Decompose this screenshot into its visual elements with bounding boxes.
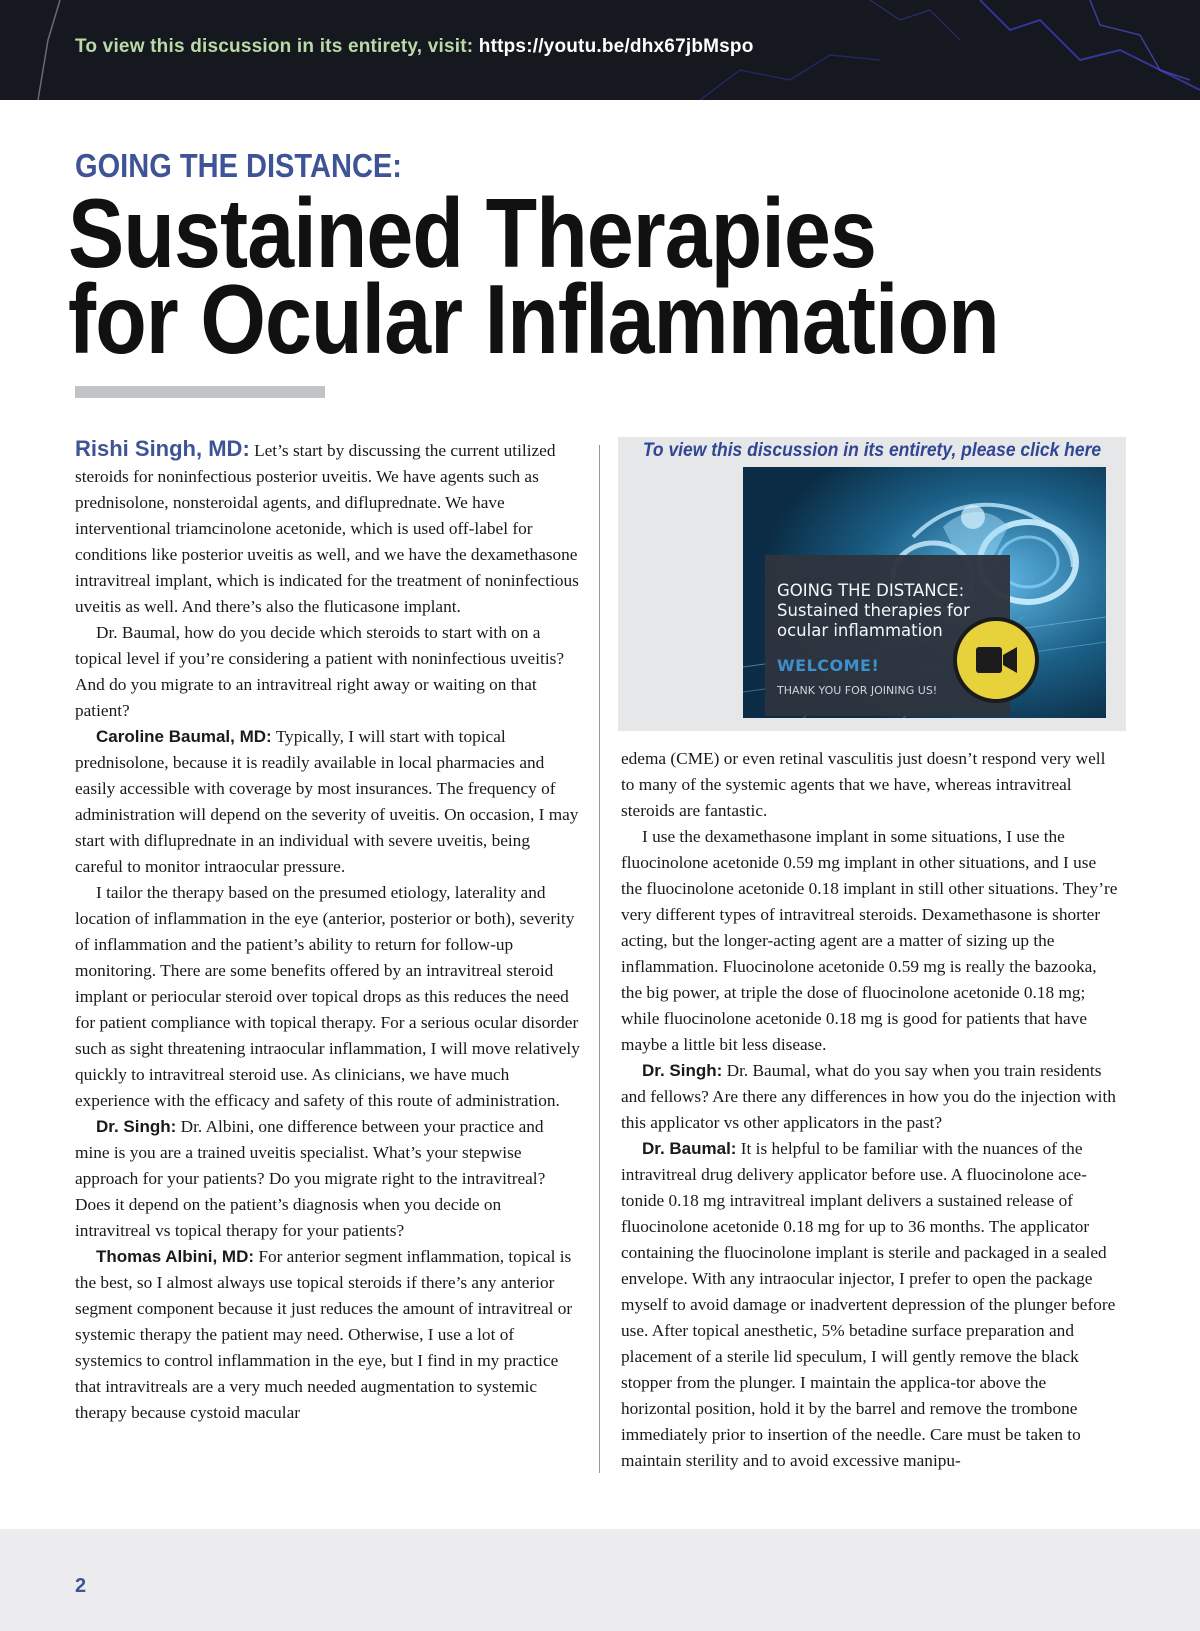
top-banner (0, 0, 1200, 100)
banner-label: To view this discussion in its entirety, visit: (75, 36, 474, 57)
video-link-text[interactable]: To view this discussion in its entirety, please click here (642, 440, 1102, 461)
video-thumbnail[interactable] (743, 467, 1106, 718)
banner-url[interactable]: https://youtu.be/dhx67jbMspo (478, 36, 754, 57)
paragraph-text: edema (CME) or even retinal vasculitis just doesn’t respond very well to many of the systemic agents that we have, whereas intravitreal steroids are fantastic. (621, 749, 1106, 820)
paragraph-text: Dr. Baumal, what do you say when you train residents and fellows? Are there any differences in how you do the injection with this applicator vs other applicators in the past? (621, 1061, 1116, 1132)
speaker-name: Dr. Singh: (642, 1061, 723, 1080)
paragraph (621, 824, 1119, 1058)
paragraph (621, 746, 1119, 824)
title-kicker: GOING THE DISTANCE: (75, 147, 402, 184)
paragraph (75, 880, 580, 1114)
paragraph (75, 620, 580, 724)
paragraph-text: Dr. Baumal, how do you decide which steroids to start with on a topical level if you’re considering a patient with noninfectious uveitis? And do you migrate to an intravitreal right away or waiting on that patient? (75, 623, 565, 720)
article-column-left (75, 436, 580, 1426)
page-number: 2 (75, 1575, 87, 1597)
speaker-name: Caroline Baumal, MD: (96, 727, 272, 746)
title-line-2: for Ocular Inflammation (68, 264, 999, 374)
paragraph (75, 724, 580, 880)
card-title-line-1: GOING THE DISTANCE: (777, 581, 965, 600)
speaker-name: Dr. Baumal: (642, 1139, 737, 1158)
title-line-1: Sustained Therapies (68, 178, 876, 288)
column-divider (599, 445, 600, 1473)
video-promo-box[interactable] (618, 437, 1126, 731)
page-footer (0, 1529, 1200, 1631)
paragraph (75, 436, 580, 620)
card-title-line-2: Sustained therapies for (777, 601, 970, 620)
speaker-name: Rishi Singh, MD: (75, 436, 250, 461)
paragraph-text: Dr. Albini, one difference between your practice and mine is you are a trained uveitis specialist. What’s your stepwise approach for your patients? Do you migrate right to the intravitreal? Does it depend on the patient’s diagnosis when you decide on intravitreal vs topical therapy for your patients? (75, 1117, 546, 1240)
speaker-name: Thomas Albini, MD: (96, 1247, 255, 1266)
paragraph (621, 1058, 1119, 1136)
paragraph (75, 1114, 580, 1244)
video-camera-icon (976, 645, 1018, 675)
paragraph-text: I tailor the therapy based on the presumed etiology, laterality and location of inflammation in the eye (anterior, posterior or both), severity of inflammation and the patient’s ability to return for follow-up monitoring. There are some benefits offered by an intravitreal steroid implant or periocular steroid over topical drops as this reduces the need for patient compliance with topical therapy. For a serious ocular disorder such as sight threatening intraocular inflammation, I will move relatively quickly to intravitreal steroid use. As clinicians, we have much experience with the efficacy and safety of this route of administration. (75, 883, 580, 1110)
banner-link-text[interactable] (75, 36, 754, 58)
card-welcome: WELCOME! (777, 656, 880, 675)
speaker-name: Dr. Singh: (96, 1117, 177, 1136)
card-title (777, 581, 970, 641)
card-title-line-3: ocular inflammation (777, 621, 943, 640)
card-thanks: THANK YOU FOR JOINING US! (777, 684, 938, 697)
paragraph (621, 1136, 1119, 1474)
paragraph-text: For anterior segment inflammation, topical is the best, so I almost always use topical steroids if there’s any anterior segment component because it just reduces the amount of intravitreal or systemic therapy the patient may need. Otherwise, I use a lot of systemics to control inflammation in the eye, but I find in my practice that intravitreals are a very much needed augmentation to systemic therapy because cystoid macular (75, 1247, 573, 1422)
video-play-button[interactable] (953, 617, 1039, 703)
paragraph-text: I use the dexamethasone implant in some situations, I use the fluocinolone acetonide 0.59 mg implant in other situations, and I use the fluocinolone acetonide 0.18 implant in still other situations. They’re very different types of intravitreal steroids. Dexamethasone is shorter acting, but the longer-acting agent are a matter of sizing up the inflammation. Fluocinolone acetonide 0.59 mg is really the bazooka, the big power, at triple the dose of fluocinolone acetonide 0.18 mg; while fluocinolone acetonide 0.18 mg is good for patients that have maybe a little bit less disease. (621, 827, 1118, 1054)
title-divider (75, 386, 325, 398)
paragraph-text: It is helpful to be familiar with the nuances of the intravitreal drug delivery applicator before use. A fluocinolone ace-tonide 0.18 mg intravitreal implant delivers a sustained release of fluocinolone acetonide 0.18 mg for up to 36 months. The applicator containing the fluocinolone implant is sterile and packaged in a sealed envelope. With any intraocular injector, I prefer to open the package myself to avoid damage or inadvertent depression of the plunger before use. After topical anesthetic, 5% betadine surface preparation and placement of a sterile lid speculum, I will gently remove the black stopper from the plunger. I maintain the applica-tor above the horizontal position, hold it by the barrel and remove the trombone immediately prior to insertion of the needle. Care must be taken to maintain sterility and to avoid excessive manipu- (621, 1139, 1116, 1470)
article-column-right (621, 746, 1119, 1474)
paragraph-text: Let’s start by discussing the current utilized steroids for noninfectious posterior uveitis. We have agents such as prednisolone, nonsteroidal agents, and difluprednate. We have interventional triamcinolone acetonide, which is used off-label for conditions like posterior uveitis as well, and we have the dexamethasone intravitreal implant, which is indicated for the treatment of noninfectious uveitis as well. And there’s also the fluticasone implant. (75, 441, 579, 616)
page-title (68, 178, 1014, 374)
paragraph (75, 1244, 580, 1426)
paragraph-text: Typically, I will start with topical prednisolone, because it is readily available in local pharmacies and easily accessible with coverage by most insurances. The frequency of administration will depend on the severity of uveitis. On occasion, I may start with difluprednate in an individual with severe uveitis, being careful to monitor intraocular pressure. (75, 727, 579, 876)
